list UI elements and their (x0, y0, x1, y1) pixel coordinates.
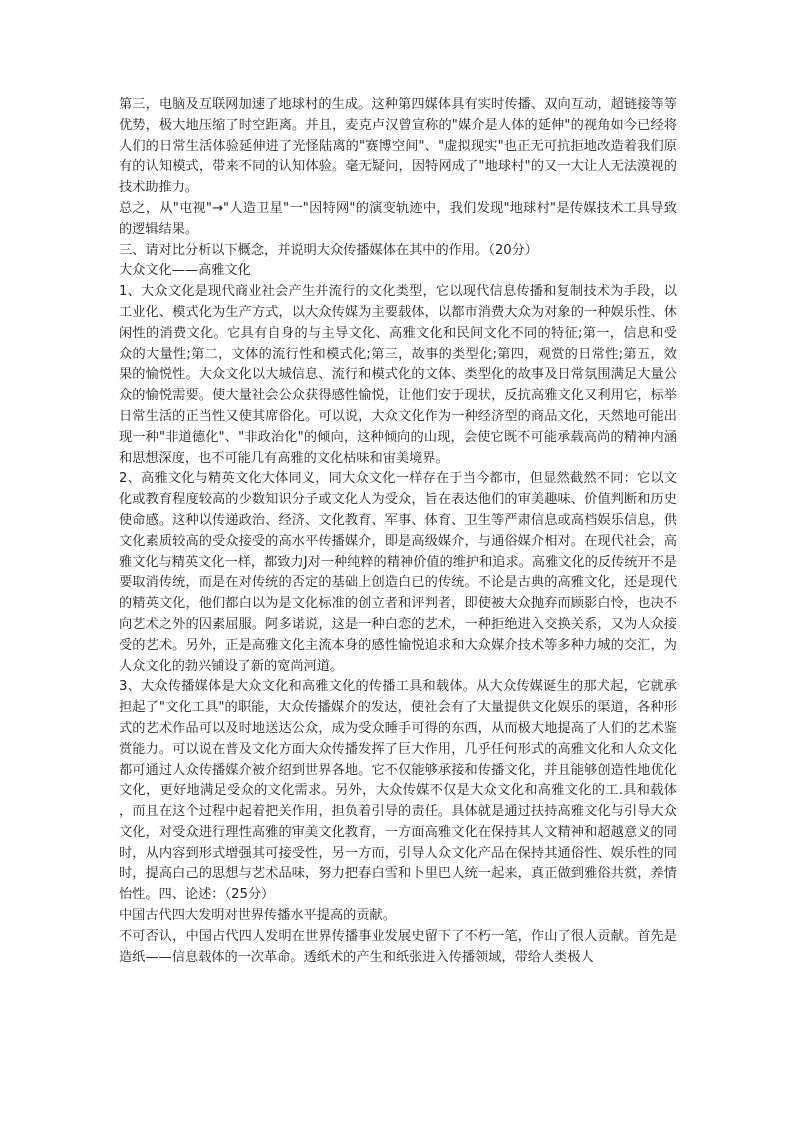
concept-pair-heading: 大众文化——高雅文化 (119, 263, 251, 279)
paragraph-mass-culture: 1、大众文化是现代商业社会产生并流行的文化类型，它以现代信息传播和复制技术为手段，以工业化、模式化为生产方式，以大众传媒为主要载体，以都市消费大众为对象的一种娱乐性、休闲性的消费文化。它具有自身的与主导文化、高雅文化和民间文化不同的特征;第一，信息和受众的大量性;第二，文体的流行性和模式化;第三，故事的类型化;第四，观赏的日常性;第五，效果的愉悦性。大众文化以大城信息、流行和模式化的文体、类型化的故事及日常氛围满足大量公众的愉悦需要。使大量社会公众获得感性愉悦，让他们安于现状，反抗高雅文化又利用它，标举日常生活的正当性又使其席俗化。可以说，大众文化作为一种经济型的商品文化，天然地可能出现一种"非道德化"、"非政治化"的倾向，这种倾向的山现，会使它既不可能承载高尚的精神内涵和思想深度，也不可能几有高雅的文化枯味和宙美境界。 (119, 284, 677, 466)
document-page (119, 95, 677, 968)
paragraph-four-inventions: 不可否认，中国占代四人发明在世界传播事业发展史留下了不朽一笔，作山了很人贡献。首先是造纸——信息载体的一次革命。透纸术的产生和纸张进入传播领域，带给人类极人 (119, 928, 677, 965)
paragraph-elite-culture: 2、高雅文化与精英文化大体同义，同大众文化一样存在于当今都市，但显然截然不同：它以文化或教育程度较高的少数知识分子或文化人为受众，旨在表达他们的审美趣味、价值判断和历史使命感。这种以传递政治、经济、文化教育、军事、体育、卫生等严肃信息或高档娱乐信息，供文化素质较高的受众接受的高水平传播媒介，即是高级媒介，与通俗媒介相对。在现代社会，高雅文化与精英文化一样，都致力J对一种纯粹的精神价值的维护和追求。高雅文化的反传统开不是要取消传统，而是在对传统的否定的基础上创造白已的传统。不论是古典的高雅文化，还是现代的精英文化，他们都白以为是文化标准的创立者和评判者，即使被大众抛弃而顾影白怜，也决不向艺术之外的囚素屈服。阿多诺说，这是一种白恋的艺术，一种拒绝进入交换关系，又为人众接受的艺术。另外，正是高雅文化主流本身的感性愉悦追求和大众媒介技术等多种力城的交汇，为人众文化的勃兴铺设了新的宽尚河道。 (119, 471, 677, 674)
paragraph-internet-global-village: 第三，电脑及互联网加速了地球村的生成。这种第四媒体具有实时传播、双向互动，超链接等等优势，极大地压缩了时空距离。并且，麦克卢汉曾宣称的"媒介是人体的延伸"的视角如今已经将人们的日常生活体验延伸进了光怪陆离的"赛博空间"、"虚拟现实"也正无可抗拒地改造着我们原有的认知模式，带来不同的认知体验。毫无疑问，因特网成了"地球村"的又一大让人无法漠视的技术助推力。 (119, 97, 677, 196)
paragraph-summary: 总之，从"屯视"→"人造卫星"一"因特网"的演变轨迹中，我们发现"地球村"是传媒技术工具导致的逻辑结果。 (119, 200, 677, 237)
paragraph-mass-media-role: 3、大众传播媒体是大众文化和高雅文化的传播工具和载体。从大众传媒诞生的那犬起，它就承担起了"文化工具"的职能，大众传播媒介的发达，使社会有了大量提供文化娱乐的渠道，各种形式的艺术作品可以及时地送达公众，成为受众睡手可得的东西，从而极大地提高了人们的艺术鉴赏能力。可以说在普及文化方面大众传播发挥了巨大作用，几乎任何形式的高雅文化和人众文化都可通过人众传播媒介被介绍到世界各地。它不仅能够承接和传播文化，并且能够创造性地优化文化，更好地满足受众的文化需求。另外，大众传媒不仅是大众文化和高雅文化的工.具和载体，而且在这个过程中起着把关作用，担负着引导的责任。具体就是通过扶持高雅文化与引导大众文化，对受众进行理性高雅的审美文化教育，一方面高雅文化在保持其人文精神和超越意义的同时，从内容到形式增强其可接受性，另一方而，引导人众文化产品在保持其通俗性、娱乐性的同时，提高白己的思想与艺术品味，努力把春白雪和卜里巴人统一起来，真正做到雅俗共赏，养情怡性。四、论述：（25分） (119, 679, 677, 903)
question-three-heading: 三、请对比分析以下概念，并说明大众传播媒体在其中的作用。（20分） (119, 242, 538, 258)
essay-topic-heading: 中国古代四大发明对世界传播水平提高的贡献。 (119, 908, 396, 924)
